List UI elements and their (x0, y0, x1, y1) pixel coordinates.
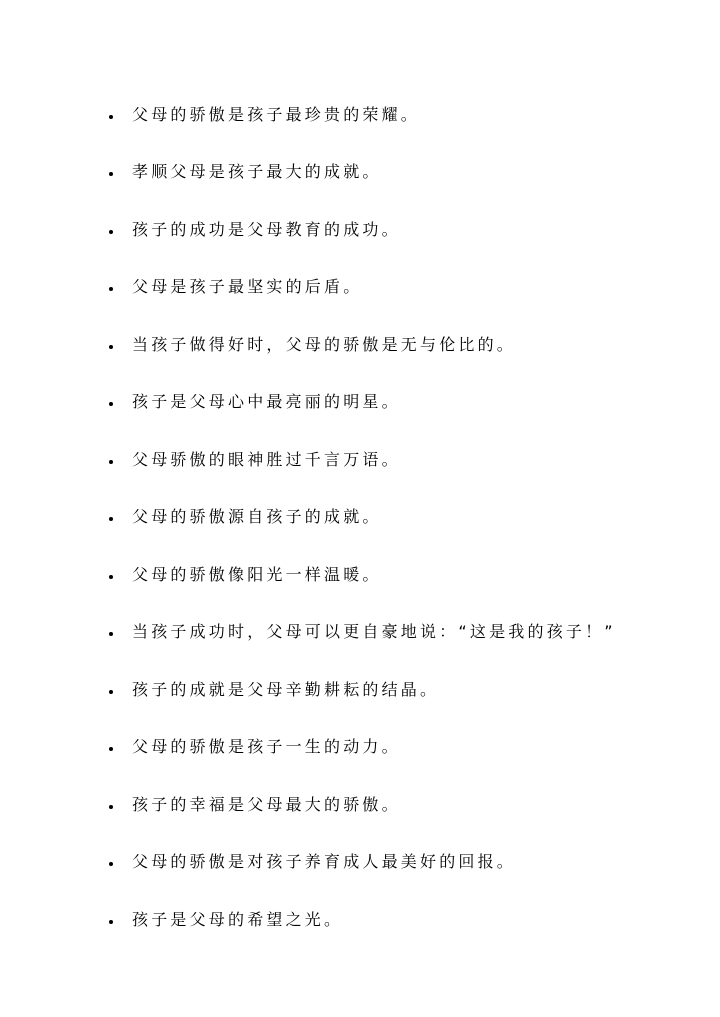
list-item-text: 孝顺父母是孩子最大的成就。 (132, 162, 382, 182)
bullet-icon (109, 230, 113, 234)
list-item (109, 604, 689, 662)
bullet-list (109, 86, 689, 949)
list-item (109, 201, 689, 259)
bullet-icon (109, 517, 113, 521)
list-item (109, 374, 689, 432)
list-item (109, 489, 689, 547)
bullet-icon (109, 632, 113, 636)
list-item-text: 父母的骄傲是孩子一生的动力。 (132, 737, 401, 757)
list-item (109, 719, 689, 777)
list-item-text: 父母的骄傲源自孩子的成就。 (132, 507, 382, 527)
list-item-text: 孩子是父母的希望之光。 (132, 909, 344, 929)
list-item-text: 孩子是父母心中最亮丽的明星。 (132, 392, 401, 412)
list-item (109, 834, 689, 892)
list-item (109, 316, 689, 374)
list-item (109, 144, 689, 202)
bullet-icon (109, 747, 113, 751)
list-item (109, 776, 689, 834)
list-item-text: 父母的骄傲是孩子最珍贵的荣耀。 (132, 104, 421, 124)
list-item-text: 当孩子做得好时，父母的骄傲是无与伦比的。 (132, 334, 517, 354)
bullet-icon (109, 172, 113, 176)
bullet-icon (109, 575, 113, 579)
list-item-text: 孩子的幸福是父母最大的骄傲。 (132, 794, 401, 814)
list-item-text: 孩子的成功是父母教育的成功。 (132, 219, 401, 239)
bullet-icon (109, 805, 113, 809)
list-item-text: 父母是孩子最坚实的后盾。 (132, 277, 363, 297)
list-item (109, 661, 689, 719)
list-item-text: 父母的骄傲是对孩子养育成人最美好的回报。 (132, 852, 517, 872)
list-item (109, 891, 689, 949)
bullet-icon (109, 862, 113, 866)
list-item (109, 259, 689, 317)
list-item-text: 父母的骄傲像阳光一样温暖。 (132, 564, 382, 584)
list-item-text: 孩子的成就是父母辛勤耕耘的结晶。 (132, 679, 440, 699)
bullet-icon (109, 402, 113, 406)
list-item (109, 86, 689, 144)
list-item (109, 431, 689, 489)
bullet-icon (109, 920, 113, 924)
bullet-icon (109, 690, 113, 694)
list-item-text: 当孩子成功时，父母可以更自豪地说：“这是我的孩子！” (132, 622, 616, 642)
bullet-icon (109, 345, 113, 349)
bullet-icon (109, 287, 113, 291)
list-item (109, 546, 689, 604)
list-item-text: 父母骄傲的眼神胜过千言万语。 (132, 449, 401, 469)
bullet-icon (109, 115, 113, 119)
bullet-icon (109, 460, 113, 464)
